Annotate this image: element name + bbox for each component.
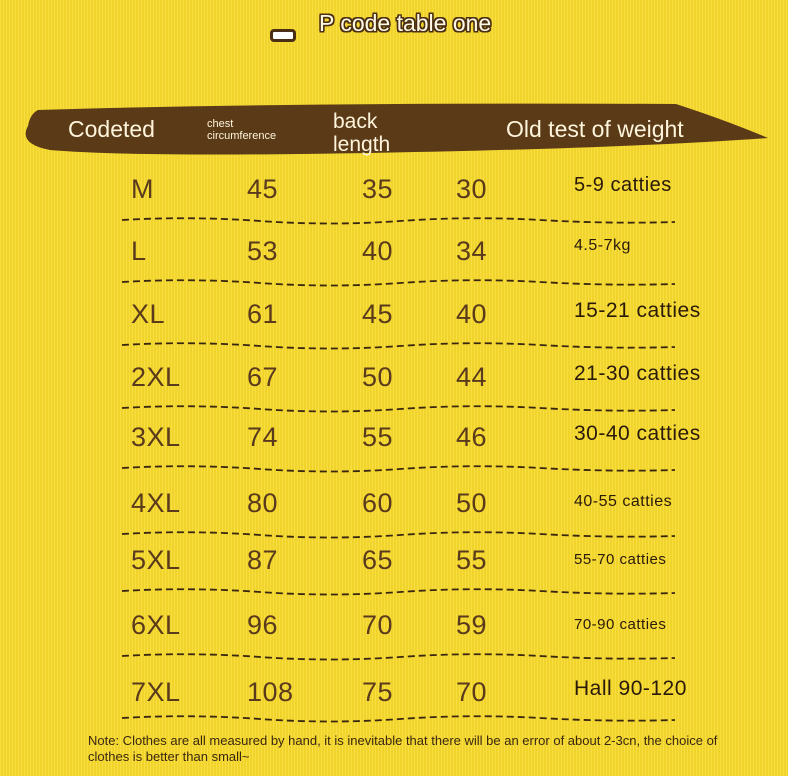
table-row (0, 299, 788, 339)
table-row (0, 677, 788, 717)
table-row (0, 362, 788, 402)
table-row (0, 422, 788, 462)
col4-cell: 50 (456, 488, 488, 518)
row-divider (120, 276, 680, 292)
chest-cell: 80 (247, 488, 279, 518)
col4-cell: 44 (456, 362, 488, 392)
header-code: Codeted (68, 116, 155, 142)
header-chest: chest circumference (207, 118, 277, 142)
col4-cell: 46 (456, 422, 488, 452)
col4-cell: 30 (456, 174, 488, 204)
size-cell: XL (131, 299, 166, 329)
back-cell: 70 (362, 610, 394, 640)
col4-cell: 40 (456, 299, 488, 329)
row-divider (120, 214, 680, 230)
weight-cell: 30-40 catties (574, 422, 701, 445)
row-divider (120, 650, 680, 666)
size-cell: 4XL (131, 488, 181, 518)
size-cell: 5XL (131, 545, 181, 575)
table-row (0, 174, 788, 214)
size-cell: 6XL (131, 610, 181, 640)
row-divider (120, 528, 680, 544)
back-cell: 55 (362, 422, 394, 452)
weight-cell: 40-55 catties (574, 493, 673, 510)
weight-cell: 4.5-7kg (574, 237, 631, 254)
size-cell: 3XL (131, 422, 181, 452)
size-cell: 7XL (131, 677, 181, 707)
weight-cell: 55-70 catties (574, 551, 667, 568)
col4-cell: 55 (456, 545, 488, 575)
col4-cell: 70 (456, 677, 488, 707)
table-row (0, 610, 788, 650)
size-cell: 2XL (131, 362, 181, 392)
weight-cell: Hall 90-120 (574, 677, 687, 700)
back-cell: 65 (362, 545, 394, 575)
row-divider (120, 585, 680, 601)
row-divider (120, 712, 680, 728)
weight-cell: 21-30 catties (574, 362, 701, 385)
table-row (0, 236, 788, 276)
col4-cell: 34 (456, 236, 488, 266)
page-title: P code table one (319, 10, 492, 36)
chest-cell: 67 (247, 362, 279, 392)
chest-cell: 53 (247, 236, 279, 266)
back-cell: 40 (362, 236, 394, 266)
header-weight: Old test of weight (506, 116, 684, 142)
back-cell: 60 (362, 488, 394, 518)
row-divider (120, 339, 680, 355)
size-cell: L (131, 236, 147, 266)
chest-cell: 45 (247, 174, 279, 204)
tag-icon (270, 29, 296, 42)
back-cell: 75 (362, 677, 394, 707)
row-divider (120, 462, 680, 478)
table-row (0, 488, 788, 528)
weight-cell: 70-90 catties (574, 616, 667, 633)
chest-cell: 108 (247, 677, 294, 707)
chest-cell: 74 (247, 422, 279, 452)
chest-cell: 61 (247, 299, 279, 329)
header-back: back length (333, 110, 391, 156)
chest-cell: 96 (247, 610, 279, 640)
back-cell: 45 (362, 299, 394, 329)
back-cell: 35 (362, 174, 394, 204)
weight-cell: 15-21 catties (574, 299, 701, 322)
row-divider (120, 402, 680, 418)
weight-cell: 5-9 catties (574, 174, 672, 196)
col4-cell: 59 (456, 610, 488, 640)
chest-cell: 87 (247, 545, 279, 575)
back-cell: 50 (362, 362, 394, 392)
table-row (0, 545, 788, 585)
size-cell: M (131, 174, 154, 204)
note-text: Note: Clothes are all measured by hand, it is inevitable that there will be an error of about 2-3cn, the choice of clothes is better than small~ (88, 733, 718, 764)
